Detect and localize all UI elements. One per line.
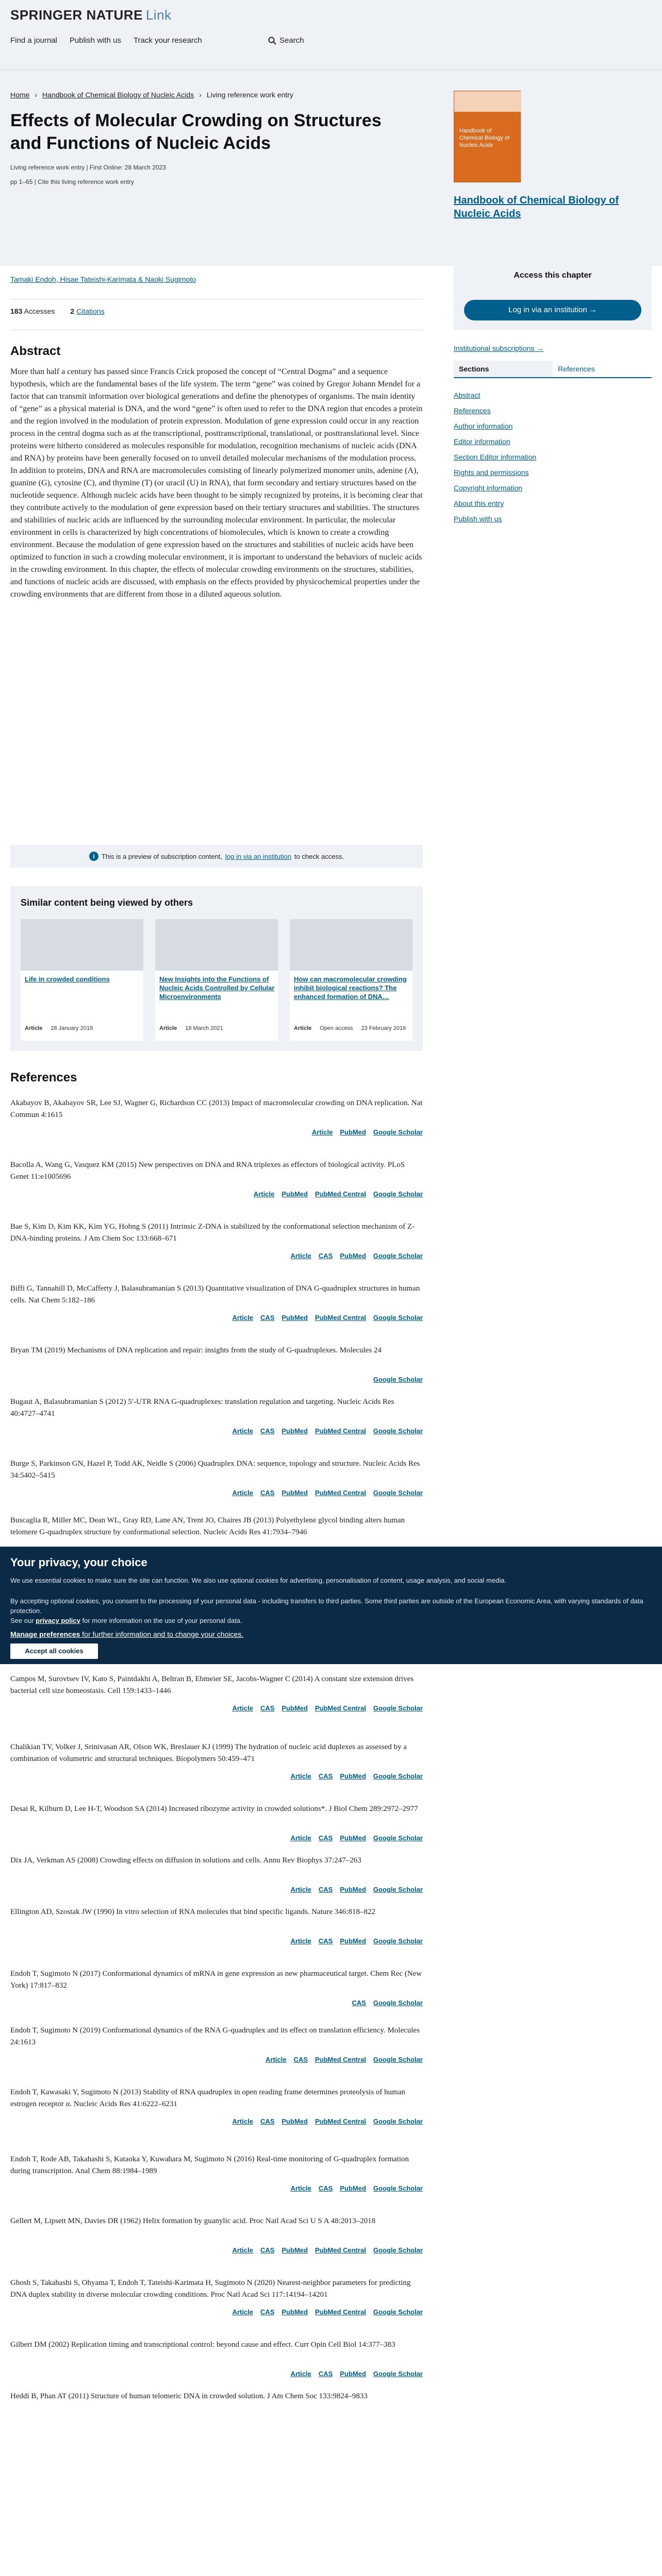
reference-link[interactable]: CAS <box>260 1489 275 1497</box>
card-title[interactable]: How can macromolecular crowding inhibit biological reactions? The enhanced formation of DNA… <box>294 975 407 1001</box>
similar-card[interactable] <box>21 919 143 1041</box>
reference-text: Endoh T, Rode AB, Takahashi S, Kataoka Y, Kuwahara M, Sugimoto N (2016) Real-time monitoring of G-quadruplex formation during transcription. Anal Chem 88:1984–1989 <box>10 2155 409 2175</box>
entry-meta: Living reference work entry | First Online: 28 March 2023 <box>10 164 166 171</box>
nav-track[interactable]: Track your research <box>133 36 202 45</box>
login-institution-button[interactable]: Log in via an institution → <box>464 300 641 320</box>
manage-preferences-link[interactable]: Manage preferences for further information and to change your choices. <box>10 1630 244 1638</box>
reference-links <box>10 1999 423 2007</box>
card-meta: Article 28 January 2019 <box>25 1025 93 1031</box>
reference-link[interactable]: Article <box>290 1886 311 1893</box>
toc-editor-info[interactable]: Editor information <box>454 437 510 446</box>
reference-link[interactable]: PubMed <box>282 1489 308 1497</box>
reference-link[interactable]: Google Scholar <box>373 1489 423 1497</box>
reference-link[interactable]: Google Scholar <box>373 1190 423 1198</box>
card-meta: Article Open access 23 February 2016 <box>294 1025 406 1031</box>
reference-link[interactable]: PubMed <box>282 2246 308 2254</box>
breadcrumb-book[interactable]: Handbook of Chemical Biology of Nucleic Acids <box>42 91 194 99</box>
tab-references[interactable]: References <box>558 365 595 373</box>
reference-links <box>10 1937 423 1945</box>
reference-link[interactable]: PubMed Central <box>315 2056 366 2063</box>
page-title: Effects of Molecular Crowding on Structures and Functions of Nucleic Acids <box>10 111 382 153</box>
reference-link[interactable]: PubMed Central <box>315 1314 366 1321</box>
card-title[interactable]: New Insights into the Functions of Nucleic Acids Controlled by Cellular Microenvironments <box>159 975 275 1001</box>
toc-references[interactable]: References <box>454 406 491 415</box>
reference-link[interactable]: Google Scholar <box>373 2056 423 2063</box>
reference-link[interactable]: PubMed Central <box>315 1427 366 1435</box>
reference-link[interactable]: PubMed <box>282 1427 308 1435</box>
reference-link[interactable]: Article <box>290 1937 311 1945</box>
subscription-preview-notice <box>10 845 423 868</box>
preview-text: This is a preview of subscription content, <box>101 852 223 860</box>
toc-section-editor-info[interactable]: Section Editor information <box>454 453 537 461</box>
site-header <box>0 0 662 70</box>
reference-link[interactable]: PubMed <box>282 1190 308 1198</box>
reference-link[interactable]: Article <box>253 1190 275 1198</box>
book-title-link[interactable]: Handbook of Chemical Biology of Nucleic Acids <box>454 195 619 219</box>
reference-link[interactable]: CAS <box>260 1427 275 1435</box>
reference-link[interactable]: CAS <box>293 2056 308 2063</box>
reference-link[interactable]: CAS <box>260 2246 275 2254</box>
reference-link[interactable]: Google Scholar <box>373 1427 423 1435</box>
reference-text: Ellington AD, Szostak JW (1990) In vitro selection of RNA molecules that bind specific ligands. Nature 346:818–822 <box>10 1908 375 1916</box>
reference-links <box>10 1834 423 1842</box>
similar-heading: Similar content being viewed by others <box>21 897 193 908</box>
reference-link[interactable]: CAS <box>318 1252 333 1260</box>
reference-link[interactable]: Article <box>232 2308 253 2316</box>
breadcrumb-home[interactable]: Home <box>10 91 30 99</box>
reference-link[interactable]: Article <box>290 1252 311 1260</box>
breadcrumb: Home › Handbook of Chemical Biology of Nucleic Acids › Living reference work entry <box>10 91 293 99</box>
reference-link[interactable]: Google Scholar <box>373 1252 423 1260</box>
springer-link-logo[interactable]: SPRINGER NATURE Link <box>10 7 172 23</box>
article-metrics <box>10 307 105 315</box>
search-icon <box>268 37 276 45</box>
access-box <box>454 258 652 330</box>
reference-text: Bacolla A, Wang G, Vasquez KM (2015) New perspectives on DNA and RNA triplexes as effectors of biological activity. PLoS Genet 11:e1005696 <box>10 1161 405 1181</box>
card-thumbnail <box>290 919 412 971</box>
toc-rights[interactable]: Rights and permissions <box>454 468 529 477</box>
toc-about-entry[interactable]: About this entry <box>454 499 504 507</box>
access-title: Access this chapter <box>514 271 592 280</box>
reference-links <box>10 2370 423 2378</box>
reference-text: Bae S, Kim D, Kim KK, Kim YG, Hohng S (2011) Intrinsic Z-DNA is stabilized by the conformational selection mechanism of Z-DNA-binding proteins. J Am Chem Soc 133:668–671 <box>10 1223 415 1243</box>
author-links[interactable]: Tamaki Endoh, Hisae Tateishi-Karimata & Naoki Sugimoto <box>10 275 196 283</box>
toc-abstract[interactable]: Abstract <box>454 391 481 399</box>
reference-text: Ghosh S, Takahashi S, Ohyama T, Endoh T, Tateishi-Karimata H, Sugimoto N (2020) Nearest-neighbor parameters for predicting DNA duplex stability in diverse molecular crowding conditions. Proc Natl Acad Sci 117:14194–14201 <box>10 2279 411 2299</box>
reference-links <box>10 2056 423 2063</box>
book-cover-band <box>454 91 521 112</box>
reference-link[interactable]: PubMed <box>282 2308 308 2316</box>
reference-text: Akabayov B, Akabayov SR, Lee SJ, Wagner G, Richardson CC (2013) Impact of macromolecular crowding on DNA replication. Nat Commun 4:1615 <box>10 1099 423 1119</box>
reference-links <box>10 2246 423 2254</box>
reference-link[interactable]: PubMed <box>340 1886 366 1893</box>
reference-link[interactable]: Article <box>290 2370 311 2378</box>
abstract-text: More than half a century has passed since Francis Crick proposed the concept of “Central Dogma” and a sequence hypothesis, which are the fundamental bases of the life system. The term “gene” was coined by Gregor Johann Mendel for a factor that can transmit information over biological generations and define the phenotypes of organisms. The main identity of “gene” as a physical material is DNA, and the word “gene” is often used to refer to the DNA region that encodes a protein and the region involved in the modulation of protein expression. Modulation of gene expression could occur in any reaction process in the central dogma such as at the transcriptional, posttranscriptional, translational, or posttranslational level. Since proteins were hitherto considered as molecules responsible for modulation, recognition mechanisms of nucleic acids (DNA and RNA) by proteins have been generally focused on to unveil detailed molecular mechanisms of the modulation process. In addition to proteins, DNA and RNA are macromolecules consisting of linearly polymerized monomer units, adenine (A), guanine (G), cytosine (C), and thymine (T) (or uracil (U) in RNA), that form secondary and tertiary structures based on the nucleotide sequence. Although nucleic acids have been thought to be simply recognized by proteins, it is becoming clear that they contribute actively to the modulation of gene expression based on their tertiary structures and stabilities. The structures and stabilities of nucleic acids are influenced by the surrounding molecular environment. In particular, the molecular environment in cells is characterized by high concentrations of biomolecules, which is known to create a crowding environment. Because the modulation of gene expression based on the structures and stabilities of nucleic acids have been optimized to function in such a crowding molecular environment, it is important to understand the behaviors of nucleic acids in the crowding environment. In this chapter, the effects of molecular crowding environments on the structures, stabilities, and functions of nucleic acids are discussed, with emphasis on the effects provided by physicochemical properties under the crowding environments that are different from those in a diluted aqueous solution. <box>10 367 423 599</box>
breadcrumb-current: Living reference work entry <box>206 91 293 99</box>
reference-link[interactable]: PubMed <box>340 1937 366 1945</box>
similar-card[interactable] <box>290 919 412 1041</box>
reference-link[interactable]: CAS <box>318 1937 333 1945</box>
citations-metric[interactable]: 2 Citations <box>70 307 105 315</box>
reference-links <box>10 1128 423 1136</box>
reference-link[interactable]: CAS <box>352 1999 366 2007</box>
reference-link[interactable]: Google Scholar <box>373 1772 423 1780</box>
reference-link[interactable]: PubMed Central <box>315 2246 366 2254</box>
cookie-text-2: By accepting optional cookies, you consent to the processing of your personal data - including transfers to third parties. Some third parties are outside of the European Economic Area, with varying standards of data protection. <box>10 1597 643 1615</box>
toc-author-info[interactable]: Author information <box>454 422 513 430</box>
reference-links <box>10 1489 423 1497</box>
reference-link[interactable]: PubMed <box>282 1314 308 1321</box>
reference-link[interactable]: CAS <box>260 1314 275 1321</box>
reference-text: Burge S, Parkinson GN, Hazel P, Todd AK, Neidle S (2006) Quadruplex DNA: sequence, topology and structure. Nucleic Acids Res 34:5402–5415 <box>10 1460 420 1480</box>
reference-link[interactable]: PubMed Central <box>315 1190 366 1198</box>
reference-text: Bugaut A, Balasubramanian S (2012) 5′-UTR RNA G-quadruplexes: translation regulation and targeting. Nucleic Acids Res 40:4727–4741 <box>10 1398 394 1418</box>
reference-text: Buscaglia R, Miller MC, Dean WL, Gray RD, Lane AN, Trent JO, Chaires JB (2013) Polyethylene glycol binding alters human telomere G-quadruplex structure by conformational selection. Nucleic Acids Res 41:7934–7946 <box>10 1516 405 1536</box>
reference-link[interactable]: Google Scholar <box>373 1834 423 1842</box>
reference-links <box>10 1252 423 1260</box>
reference-text: Chalikian TV, Volker J, Srinivasan AR, Olson WK, Breslauer KJ (1999) The hydration of nucleic acid duplexes as assessed by a combination of volumetric and structural techniques. Biopolymers 50:459–471 <box>10 1743 407 1763</box>
reference-link[interactable]: Google Scholar <box>373 1128 423 1136</box>
accept-cookies-button[interactable]: Accept all cookies <box>10 1643 98 1659</box>
reference-link[interactable]: Google Scholar <box>373 1704 423 1712</box>
toc-copyright[interactable]: Copyright information <box>454 484 523 492</box>
reference-link[interactable]: CAS <box>318 1886 333 1893</box>
reference-link[interactable]: Article <box>290 1772 311 1780</box>
reference-text: Gellert M, Lipsett MN, Davies DR (1962) Helix formation by guanylic acid. Proc Natl Acad Sci U S A 48:2013–2018 <box>10 2217 376 2225</box>
toc-publish[interactable]: Publish with us <box>454 515 502 523</box>
reference-link[interactable]: Article <box>232 1427 253 1435</box>
reference-link[interactable]: CAS <box>318 2370 333 2378</box>
nav-publish[interactable]: Publish with us <box>69 36 121 45</box>
reference-link[interactable]: Article <box>290 2184 311 2192</box>
entry-pages: pp 1–65 | Cite this living reference work entry <box>10 178 134 185</box>
reference-link[interactable]: Google Scholar <box>373 1937 423 1945</box>
reference-link[interactable]: CAS <box>260 2308 275 2316</box>
reference-link[interactable]: CAS <box>260 2117 275 2125</box>
accesses-metric: 183 Accesses <box>10 307 55 315</box>
top-nav <box>10 36 202 45</box>
search-button[interactable] <box>268 36 304 45</box>
book-cover-text: Handbook of Chemical Biology of Nucleic Acids <box>459 128 510 148</box>
reference-link[interactable]: Google Scholar <box>373 2117 423 2125</box>
reference-links <box>10 2308 423 2316</box>
reference-links <box>10 1376 423 1383</box>
reference-link[interactable]: Google Scholar <box>373 1886 423 1893</box>
reference-link[interactable]: Article <box>232 2117 253 2125</box>
tab-sections[interactable]: Sections <box>454 361 553 377</box>
article-hero <box>0 70 662 266</box>
reference-link[interactable]: PubMed <box>340 1772 366 1780</box>
reference-link[interactable]: Article <box>232 2246 253 2254</box>
reference-text: Desai R, Kilburn D, Lee H-T, Woodson SA (2014) Increased ribozyme activity in crowded solutions*. J Biol Chem 289:2972–2977 <box>10 1805 418 1813</box>
reference-link[interactable]: CAS <box>260 1704 275 1712</box>
reference-link[interactable]: Google Scholar <box>373 2370 423 2378</box>
reference-link[interactable]: CAS <box>318 1772 333 1780</box>
card-thumbnail <box>21 919 143 971</box>
similar-content <box>10 886 423 1051</box>
privacy-policy-link[interactable]: privacy policy <box>36 1617 80 1624</box>
reference-link[interactable]: CAS <box>318 1834 333 1842</box>
sidebar-tabs <box>454 361 652 378</box>
cookie-banner <box>0 1547 662 1664</box>
reference-text: Dix JA, Verkman AS (2008) Crowding effects on diffusion in solutions and cells. Annu Rev Biophys 37:247–263 <box>10 1856 361 1865</box>
reference-link[interactable]: Article <box>232 1704 253 1712</box>
book-cover[interactable] <box>454 91 521 182</box>
reference-link[interactable]: Google Scholar <box>373 1999 423 2007</box>
reference-text: Gilbert DM (2002) Replication timing and transcriptional control: beyond cause and effect. Curr Opin Cell Biol 14:377–383 <box>10 2341 395 2349</box>
reference-text: Endoh T, Sugimoto N (2019) Conformational dynamics of the RNA G-quadruplex and its effect on translation efficiency. Molecules 24:1613 <box>10 2026 420 2046</box>
abstract-heading: Abstract <box>10 344 61 358</box>
reference-link[interactable]: Article <box>232 1489 253 1497</box>
reference-link[interactable]: Google Scholar <box>373 2308 423 2316</box>
info-icon: i <box>89 852 98 861</box>
reference-link[interactable]: Google Scholar <box>373 1376 423 1383</box>
reference-text: Biffi G, Tannahill D, McCafferty J, Balasubramanian S (2013) Quantitative visualization of DNA G-quadruplex structures in human cells. Nat Chem 5:182–186 <box>10 1284 420 1304</box>
preview-text-after: to check access. <box>294 852 344 860</box>
reference-link[interactable]: Google Scholar <box>373 2184 423 2192</box>
reference-link[interactable]: Article <box>232 1314 253 1321</box>
author-list <box>10 275 196 283</box>
sections-toc <box>454 387 536 527</box>
reference-link[interactable]: PubMed <box>340 1128 366 1136</box>
reference-link[interactable]: PubMed Central <box>315 1704 366 1712</box>
reference-text: Bryan TM (2019) Mechanisms of DNA replication and repair: insights from the study of G-quadruplexes. Molecules 24 <box>10 1346 382 1354</box>
similar-card[interactable] <box>155 919 278 1041</box>
reference-links <box>10 1314 423 1321</box>
reference-link[interactable]: PubMed <box>340 2370 366 2378</box>
reference-text: Endoh T, Sugimoto N (2017) Conformational dynamics of mRNA in gene expression as new pharmaceutical target. Chem Rec (New York) 17:817–832 <box>10 1970 422 1990</box>
reference-links <box>10 1427 423 1435</box>
card-thumbnail <box>155 919 278 971</box>
reference-link[interactable]: Article <box>290 1834 311 1842</box>
reference-link[interactable]: PubMed <box>282 2117 308 2125</box>
reference-link[interactable]: CAS <box>318 2184 333 2192</box>
reference-links <box>10 1704 423 1712</box>
reference-link[interactable]: PubMed <box>340 2184 366 2192</box>
reference-link[interactable]: PubMed Central <box>315 1489 366 1497</box>
cookie-text-3: See our privacy policy for more information on the use of your personal data. <box>10 1617 242 1624</box>
reference-link[interactable]: PubMed Central <box>315 2308 366 2316</box>
reference-link[interactable]: PubMed <box>340 1252 366 1260</box>
reference-text: Heddi B, Phan AT (2011) Structure of human telomeric DNA in crowded solution. J Am Chem Soc 133:9824–9833 <box>10 2392 368 2400</box>
preview-login-link[interactable]: log in via an institution <box>225 852 291 860</box>
reference-link[interactable]: PubMed Central <box>315 2117 366 2125</box>
card-title[interactable]: Life in crowded conditions <box>25 975 110 983</box>
reference-link[interactable]: Article <box>266 2056 287 2063</box>
search-label: Search <box>279 36 304 45</box>
cookie-text-1: We use essential cookies to make sure the site can function. We also use optional cookies for advertising, personalisation of content, usage analysis, and social media. <box>10 1577 507 1584</box>
institutional-subscriptions-link[interactable]: Institutional subscriptions → <box>454 344 544 352</box>
reference-links <box>10 1772 423 1780</box>
reference-links <box>10 2117 423 2125</box>
reference-text: Campos M, Surovtsev IV, Kato S, Paintdakhi A, Beltran B, Ebmeier SE, Jacobs-Wagner C (2014) A constant size extension drives bacterial cell size homeostasis. Cell 159:1433–1446 <box>10 1675 414 1695</box>
reference-link[interactable]: PubMed <box>340 1834 366 1842</box>
reference-link[interactable]: PubMed <box>282 1704 308 1712</box>
reference-links <box>10 1886 423 1893</box>
reference-text: Endoh T, Kawasaki Y, Sugimoto N (2013) Stability of RNA quadruplex in open reading frame determines proteolysis of human estrogen receptor α. Nucleic Acids Res 41:6222–6231 <box>10 2088 405 2108</box>
reference-link[interactable]: Article <box>311 1128 333 1136</box>
reference-link[interactable]: Google Scholar <box>373 2246 423 2254</box>
cookie-heading: Your privacy, your choice <box>10 1556 147 1569</box>
reference-links <box>10 2184 423 2192</box>
references-heading: References <box>10 1071 77 1084</box>
card-meta: Article 18 March 2021 <box>159 1025 223 1031</box>
reference-links <box>10 1190 423 1198</box>
nav-find-journal[interactable]: Find a journal <box>10 36 57 45</box>
reference-link[interactable]: Google Scholar <box>373 1314 423 1321</box>
